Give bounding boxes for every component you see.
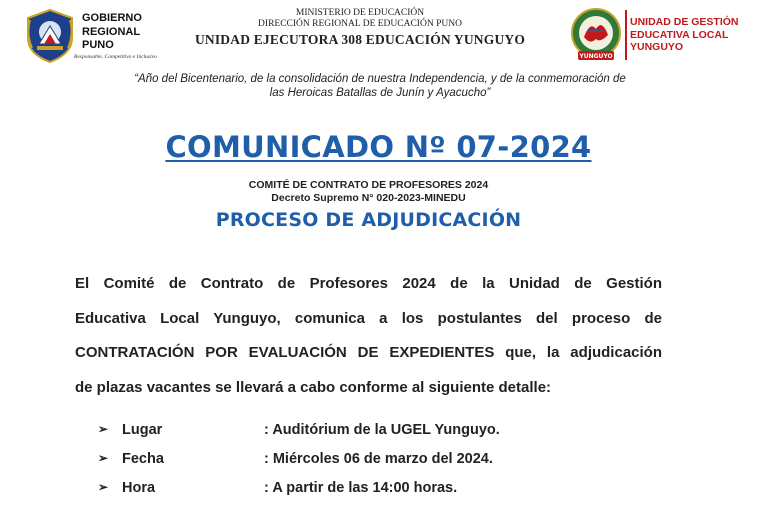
comunicado-title-text: COMUNICADO Nº 07-2024 [165,130,592,164]
comite-subtitle: COMITÉ DE CONTRATO DE PROFESORES 2024 [248,179,489,191]
ugel-badge-text: YUNGUYO [579,53,613,60]
gobierno-line2: REGIONAL [82,25,141,38]
decreto-subtitle: Decreto Supremo N° 020-2023-MINEDU [271,192,466,204]
arrow-bullet-icon: ➢ [98,480,109,494]
header-center [170,8,550,48]
year-motto [40,72,720,100]
detail-label: Fecha [122,451,164,467]
ugel-divider [625,10,627,60]
gobierno-regional-logo [24,8,76,64]
detail-value: : Miércoles 06 de marzo del 2024. [264,451,493,467]
direccion-text: DIRECCIÓN REGIONAL DE EDUCACIÓN PUNO [258,19,462,29]
motto-line2: las Heroicas Batallas de Junín y Ayacucho” [269,87,491,99]
arrow-bullet-icon: ➢ [98,451,109,465]
paragraph-line-3: CONTRATACIÓN POR EVALUACIÓN DE EXPEDIENTES que, la adjudicación [75,344,662,361]
motto-line1: “Año del Bicentenario, de la consolidación de nuestra Independencia, y de la conmemoración de [134,73,626,85]
ugel-line2: EDUCATIVA LOCAL [630,28,729,41]
comunicado-title [0,130,757,164]
detail-label: Hora [122,480,156,496]
unidad-ejecutora-text: UNIDAD EJECUTORA 308 EDUCACIÓN YUNGUYO [194,32,526,47]
paragraph-line-4: de plazas vacantes se llevará a cabo conforme al siguiente detalle: [75,379,552,396]
ministerio-text: MINISTERIO DE EDUCACIÓN [295,8,425,18]
paragraph-line-1: El Comité de Contrato de Profesores 2024 de la Unidad de Gestión [75,275,662,292]
ugel-line3: YUNGUYO [630,41,684,53]
arrow-bullet-icon: ➢ [98,422,109,436]
gobierno-line3: PUNO [82,39,114,51]
ugel-name [630,16,739,54]
detail-value: : A partir de las 14:00 horas. [264,480,458,496]
gobierno-line1: GOBIERNO [82,12,142,24]
ugel-yunguyo-logo [570,7,622,63]
gobierno-regional-name [82,12,142,53]
detail-label: Lugar [122,422,163,438]
gobierno-slogan: Responsable, Competitivo e Inclusivo [74,54,157,60]
detail-value: : Auditórium de la UGEL Yunguyo. [264,422,500,438]
proceso-heading: PROCESO DE ADJUDICACIÓN [215,209,522,231]
paragraph-line-2: Educativa Local Yunguyo, comunica a los postulantes del proceso de [75,310,662,327]
ugel-line1: UNIDAD DE GESTIÓN [630,16,739,28]
